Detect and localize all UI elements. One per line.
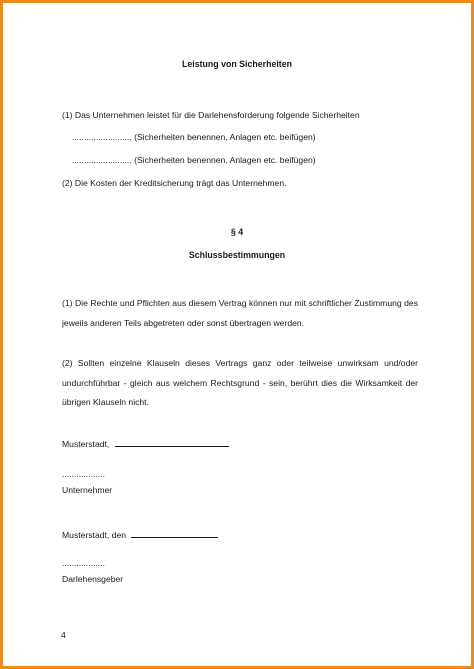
signature-place-label: Musterstadt,	[62, 439, 110, 449]
final-clause-2: (2) Sollten einzelne Klauseln dieses Vertrags ganz oder teilweise unwirksam und/oder undurchführbar - gleich aus welchem Rechtsgrund - sein, berührt dies die Wirksamkeit der übrigen Klauseln nicht.	[62, 358, 418, 407]
signature-dots: ..................	[62, 469, 105, 479]
security-line-1: ......................... (Sicherheiten benennen, Anlagen etc. beifügen)	[72, 132, 316, 142]
clause-1: (1) Das Unternehmen leistet für die Darlehensforderung folgende Sicherheiten	[62, 110, 360, 120]
signature-block-2	[62, 528, 218, 541]
signature-role: Unternehmer	[62, 485, 113, 495]
final-clause-1: (1) Die Rechte und Pflichten aus diesem Vertrag können nur mit schriftlicher Zustimmung des jeweils anderen Teils abgetreten oder sonst übertragen werden.	[62, 298, 418, 328]
signature-date-line	[131, 528, 218, 538]
paragraph-title: Schlussbestimmungen	[188, 250, 286, 260]
security-line-2: ......................... (Sicherheiten benennen, Anlagen etc. beifügen)	[72, 155, 316, 165]
signature-date-line	[115, 437, 229, 447]
clause-2: (2) Die Kosten der Kreditsicherung trägt das Unternehmen.	[62, 178, 287, 188]
signature-role: Darlehensgeber	[62, 574, 124, 584]
signature-dots: ..................	[62, 558, 105, 568]
signature-place-label: Musterstadt, den	[62, 530, 127, 540]
signature-block-1	[62, 437, 229, 450]
paragraph-number: § 4	[230, 227, 244, 237]
page-number: 4	[61, 630, 66, 640]
section-title: Leistung von Sicherheiten	[182, 59, 292, 69]
